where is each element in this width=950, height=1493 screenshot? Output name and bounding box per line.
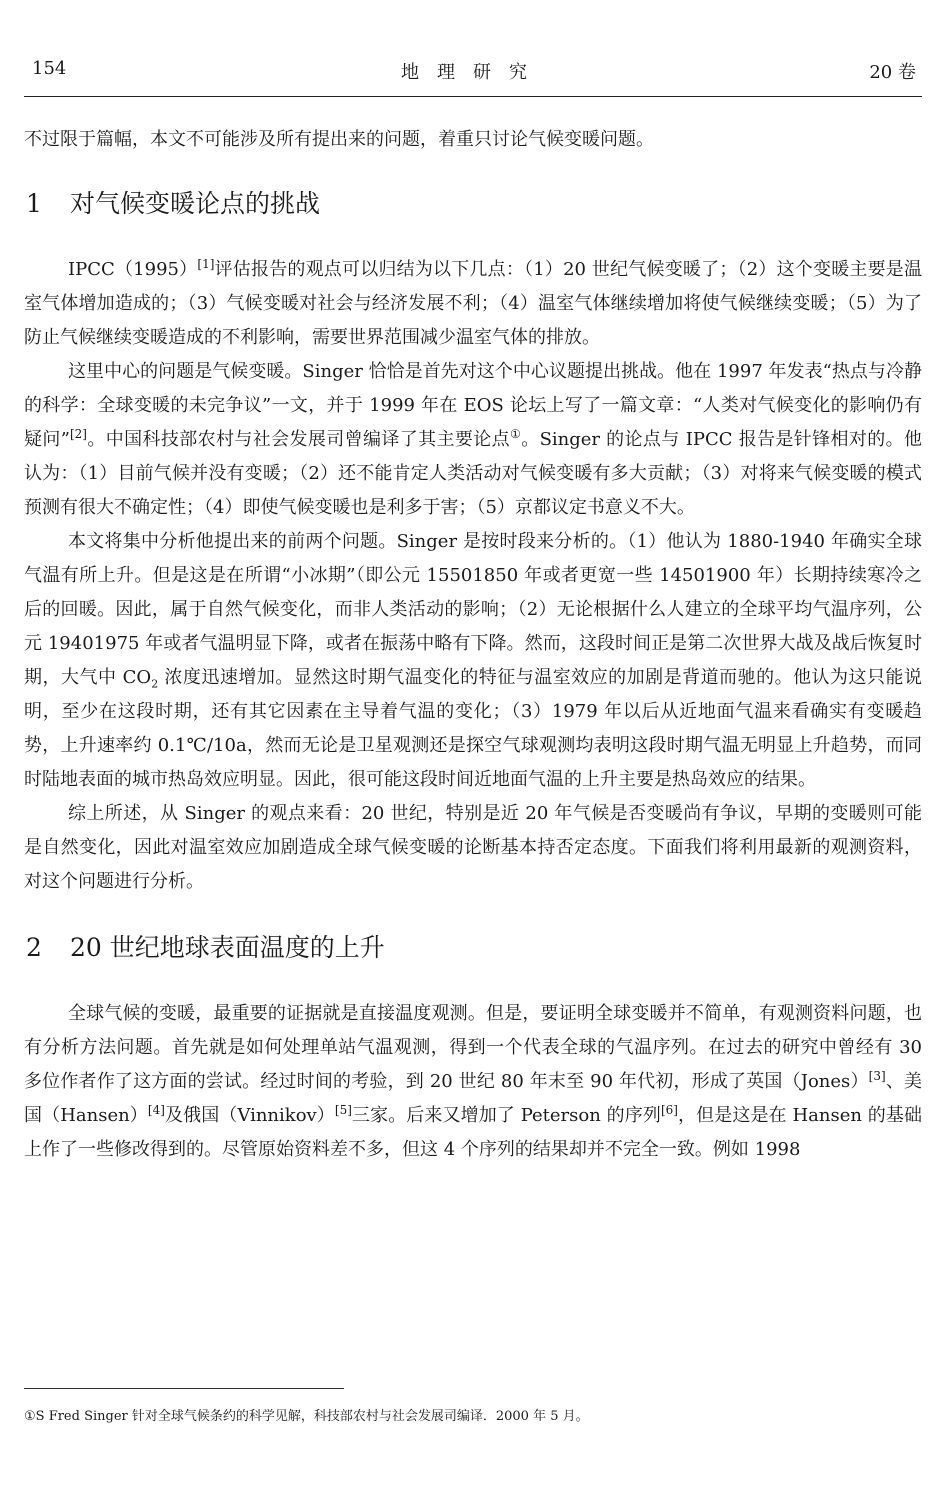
text-span: 这里中心的问题是气候变暖。Singer 恰恰是首先对这个中心议题提出挑战。他在 1997 年发表“热点与冷静的科学：全球变暖的未完争议”一文，并于 1999 年在 EOS 论坛上写了一篇文章：“人类对气候变化的影响仍有疑问” — [24, 361, 922, 450]
text-span: 全球气候的变暖，最重要的证据就是直接温度观测。但是，要证明全球变暖并不简单，有观测资料问题，也有分析方法问题。首先就是如何处理单站气温观测，得到一个代表全球的气温序列。在过去的研究中曾经有 30 多位作者作了这方面的尝试。经过时间的考验，到 20 世纪 80 年末至 90 年代初，形成了英国（Jones） — [24, 1003, 922, 1092]
text-span: ，但是这是在 Hansen 的基础上作了一些修改得到的。尽管原始资料差不多，但这 4 个序列的结果却并不完全一致。例如 1998 — [24, 1105, 922, 1160]
text-span: 及俄国（Vinnikov） — [164, 1105, 335, 1126]
footnote-marker: ① — [510, 427, 522, 441]
section-2-paragraph-1 — [24, 997, 922, 1167]
page-number: 154 — [32, 58, 67, 79]
citation-2: [2] — [69, 427, 87, 441]
citation-3: [3] — [868, 1069, 886, 1083]
section-1-number: 1 — [26, 189, 42, 218]
section-1-paragraph-2 — [24, 355, 922, 525]
subscript-2: 2 — [151, 677, 159, 691]
citation-4: [4] — [147, 1103, 165, 1117]
journal-title: 地理研究 — [401, 62, 545, 83]
section-1-paragraph-4: 综上所述，从 Singer 的观点来看：20 世纪，特别是近 20 年气候是否变暖尚有争议，早期的变暖则可能是自然变化，因此对温室效应加剧造成全球气候变暖的论断基本持否定态度。下面我们将利用最新的观测资料，对这个问题进行分析。 — [24, 803, 922, 892]
section-1-title: 对气候变暖论点的挑战 — [70, 189, 321, 218]
section-2-number: 2 — [26, 933, 42, 962]
text-span: 。Singer 的论点与 IPCC 报告是针锋相对的。他认为：（1）目前气候并没有变暖；（2）还不能肯定人类活动对气候变暖有多大贡献；（3）对将来气候变暖的模式预测有很大不确定性；（4）即使气候变暖也是利多于害；（5）京都议定书意义不大。 — [24, 429, 923, 518]
text-span: 。中国科技部农村与社会发展司曾编译了其主要论点 — [86, 429, 511, 450]
volume-label: 20 卷 — [869, 62, 916, 83]
text-span: 评估报告的观点可以归结为以下几点：（1）20 世纪气候变暖了；（2）这个变暖主要是温室气体增加造成的；（3）气候变暖对社会与经济发展不利；（4）温室气体继续增加将使气候继续变暖；（5）为了防止气候继续变暖造成的不利影响，需要世界范围减少温室气体的排放。 — [24, 259, 922, 348]
citation-1: [1] — [197, 257, 215, 271]
footnote-divider — [24, 1388, 344, 1389]
text-span: 本文将集中分析他提出来的前两个问题。Singer 是按时段来分析的。（1）他认为 1880-1940 年确实全球气温有所上升。但是这是在所谓“小冰期”（即公元 15501850 年或者更宽一些 14501900 年）长期持续寒冷之后的回暖。因此，属于自然气候变化，而非人类活动的影响；（2）无论根据什么人建立的全球平均气温序列，公元 19401975 年或者气温明显下降，或者在振荡中略有下降。然而，这段时间正是第二次世界大战及战后恢复时期，大气中 CO — [24, 531, 922, 688]
section-2-title: 20 世纪地球表面温度的上升 — [70, 933, 385, 962]
citation-6: [6] — [660, 1103, 678, 1117]
text-span: 三家。后来又增加了 Peterson 的序列 — [351, 1105, 661, 1126]
footnote: ①S Fred Singer 针对全球气候条约的科学见解，科技部农村与社会发展司编译．2000 年 5 月。 — [24, 1409, 589, 1424]
text-span: IPCC（1995） — [68, 259, 198, 280]
running-header — [24, 0, 922, 97]
section-1-paragraph-3 — [24, 525, 922, 797]
section-2-heading — [24, 929, 922, 967]
intro-line: 不过限于篇幅，本文不可能涉及所有提出来的问题，着重只讨论气候变暖问题。 — [24, 129, 654, 150]
section-1-heading — [24, 185, 922, 223]
page — [24, 0, 922, 1167]
text-span: 、美国（Hansen） — [24, 1071, 922, 1126]
text-span: 浓度迅速增加。显然这时期气温变化的特征与温室效应的加剧是背道而驰的。他认为这只能说明，至少在这段时期，还有其它因素在主导着气温的变化；（3）1979 年以后从近地面气温来看确实有变暖趋势，上升速率约 0.1℃/10a，然而无论是卫星观测还是探空气球观测均表明这段时期气温无明显上升趋势，而同时陆地表面的城市热岛效应明显。因此，很可能这段时间近地面气温的上升主要是热岛效应的结果。 — [24, 667, 922, 790]
section-1-paragraph-1 — [24, 253, 922, 355]
citation-5: [5] — [334, 1103, 352, 1117]
